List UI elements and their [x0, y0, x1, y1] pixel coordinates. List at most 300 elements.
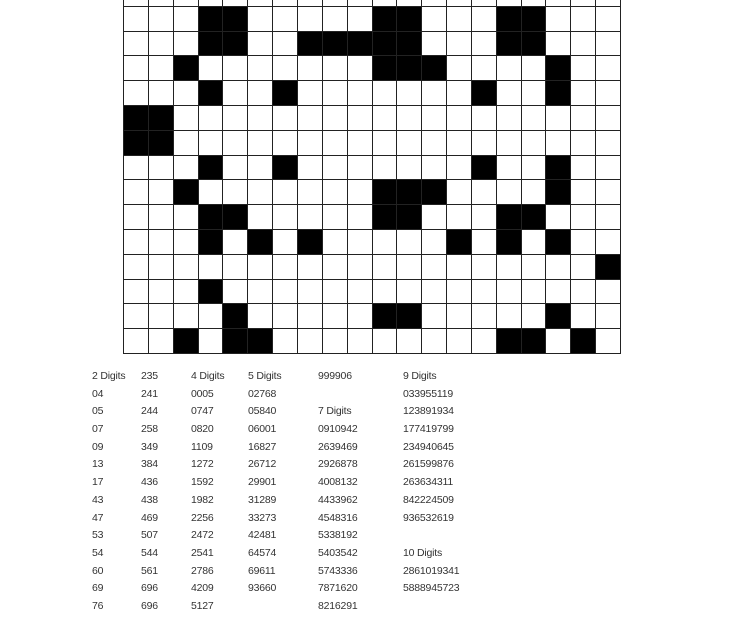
- grid-entry-cell[interactable]: [322, 155, 347, 180]
- grid-entry-cell[interactable]: [372, 328, 397, 353]
- grid-entry-cell[interactable]: [471, 229, 496, 254]
- grid-entry-cell[interactable]: [496, 155, 521, 180]
- grid-block-cell: [198, 279, 223, 304]
- grid-entry-cell[interactable]: [322, 55, 347, 80]
- grid-block-cell: [496, 6, 521, 31]
- grid-entry-cell[interactable]: [595, 31, 620, 56]
- grid-entry-cell[interactable]: [148, 6, 173, 31]
- grid-block-cell: [545, 155, 570, 180]
- grid-entry-cell[interactable]: [347, 130, 372, 155]
- grid-entry-cell[interactable]: [396, 80, 421, 105]
- grid-entry-cell[interactable]: [372, 254, 397, 279]
- list-entry: 033955119: [403, 387, 453, 400]
- grid-entry-cell[interactable]: [322, 179, 347, 204]
- grid-block-cell: [222, 6, 247, 31]
- list-entry: 42481: [248, 529, 277, 542]
- grid-entry-cell[interactable]: [421, 303, 446, 328]
- grid-entry-cell[interactable]: [545, 130, 570, 155]
- grid-entry-cell[interactable]: [595, 155, 620, 180]
- grid-entry-cell[interactable]: [148, 31, 173, 56]
- grid-entry-cell[interactable]: [446, 254, 471, 279]
- grid-entry-cell[interactable]: [521, 130, 546, 155]
- list-entry: 384: [141, 458, 158, 471]
- grid-entry-cell[interactable]: [521, 55, 546, 80]
- grid-entry-cell[interactable]: [570, 204, 595, 229]
- list-entry: 4433962: [318, 493, 358, 506]
- grid-entry-cell[interactable]: [322, 6, 347, 31]
- grid-entry-cell[interactable]: [123, 55, 148, 80]
- grid-entry-cell[interactable]: [198, 105, 223, 130]
- grid-entry-cell[interactable]: [521, 179, 546, 204]
- grid-entry-cell[interactable]: [396, 254, 421, 279]
- grid-entry-cell[interactable]: [545, 31, 570, 56]
- grid-entry-cell[interactable]: [297, 303, 322, 328]
- list-entry: 436: [141, 476, 158, 489]
- grid-entry-cell[interactable]: [595, 279, 620, 304]
- list-entry: 438: [141, 493, 158, 506]
- grid-entry-cell[interactable]: [496, 303, 521, 328]
- grid-entry-cell[interactable]: [272, 279, 297, 304]
- grid-block-cell: [372, 55, 397, 80]
- grid-entry-cell[interactable]: [421, 80, 446, 105]
- grid-entry-cell[interactable]: [595, 6, 620, 31]
- grid-entry-cell[interactable]: [173, 80, 198, 105]
- grid-entry-cell[interactable]: [123, 204, 148, 229]
- grid-entry-cell[interactable]: [322, 328, 347, 353]
- grid-entry-cell[interactable]: [496, 130, 521, 155]
- grid-entry-cell[interactable]: [595, 204, 620, 229]
- grid-entry-cell[interactable]: [247, 105, 272, 130]
- list-entry: 4008132: [318, 476, 358, 489]
- grid-entry-cell[interactable]: [247, 130, 272, 155]
- grid-entry-cell[interactable]: [595, 105, 620, 130]
- grid-entry-cell[interactable]: [545, 328, 570, 353]
- grid-entry-cell[interactable]: [595, 328, 620, 353]
- list-entry: 1272: [191, 458, 214, 471]
- list-entry: 2926878: [318, 458, 358, 471]
- list-entry: [318, 386, 357, 404]
- grid-entry-cell[interactable]: [421, 105, 446, 130]
- grid-entry-cell[interactable]: [446, 55, 471, 80]
- grid-entry-cell[interactable]: [545, 105, 570, 130]
- grid-entry-cell[interactable]: [297, 328, 322, 353]
- grid-block-cell: [297, 31, 322, 56]
- grid-entry-cell[interactable]: [471, 6, 496, 31]
- list-entry: 69611: [248, 564, 276, 577]
- grid-entry-cell[interactable]: [545, 254, 570, 279]
- grid-entry-cell[interactable]: [297, 279, 322, 304]
- grid-block-cell: [521, 31, 546, 56]
- list-entry: 64574: [248, 546, 277, 559]
- list-entry: 05840: [248, 405, 277, 418]
- crossword-grid: [123, 0, 621, 354]
- grid-entry-cell[interactable]: [198, 179, 223, 204]
- list-entry: 7871620: [318, 582, 358, 595]
- grid-entry-cell[interactable]: [347, 229, 372, 254]
- grid-entry-cell[interactable]: [521, 155, 546, 180]
- list-entry: 17: [92, 476, 104, 489]
- grid-entry-cell[interactable]: [272, 55, 297, 80]
- list-entry: 76: [92, 599, 104, 612]
- grid-entry-cell[interactable]: [297, 105, 322, 130]
- grid-entry-cell[interactable]: [198, 130, 223, 155]
- list-entry: 263634311: [403, 476, 453, 489]
- grid-entry-cell[interactable]: [222, 105, 247, 130]
- grid-entry-cell[interactable]: [372, 155, 397, 180]
- grid-entry-cell[interactable]: [272, 179, 297, 204]
- grid-entry-cell[interactable]: [173, 31, 198, 56]
- grid-entry-cell[interactable]: [570, 31, 595, 56]
- grid-entry-cell[interactable]: [396, 105, 421, 130]
- grid-entry-cell[interactable]: [123, 254, 148, 279]
- grid-entry-cell[interactable]: [446, 80, 471, 105]
- grid-block-cell: [173, 179, 198, 204]
- grid-entry-cell[interactable]: [372, 105, 397, 130]
- grid-entry-cell[interactable]: [322, 204, 347, 229]
- grid-entry-cell[interactable]: [521, 105, 546, 130]
- grid-entry-cell[interactable]: [421, 328, 446, 353]
- list-entry: 07: [92, 423, 104, 436]
- grid-block-cell: [347, 31, 372, 56]
- grid-entry-cell[interactable]: [471, 130, 496, 155]
- grid-entry-cell[interactable]: [173, 6, 198, 31]
- grid-block-cell: [396, 179, 421, 204]
- list-entry: 4548316: [318, 511, 358, 524]
- grid-entry-cell[interactable]: [421, 254, 446, 279]
- grid-entry-cell[interactable]: [396, 155, 421, 180]
- grid-entry-cell[interactable]: [272, 105, 297, 130]
- grid-entry-cell[interactable]: [148, 229, 173, 254]
- list-heading: 7 Digits: [318, 405, 352, 418]
- grid-entry-cell[interactable]: [570, 254, 595, 279]
- grid-entry-cell[interactable]: [471, 204, 496, 229]
- grid-entry-cell[interactable]: [521, 229, 546, 254]
- grid-block-cell: [198, 6, 223, 31]
- list-entry: 4209: [191, 582, 214, 595]
- grid-entry-cell[interactable]: [247, 303, 272, 328]
- grid-entry-cell[interactable]: [198, 328, 223, 353]
- grid-entry-cell[interactable]: [247, 179, 272, 204]
- grid-entry-cell[interactable]: [570, 105, 595, 130]
- grid-block-cell: [222, 328, 247, 353]
- grid-entry-cell[interactable]: [198, 254, 223, 279]
- grid-block-cell: [222, 204, 247, 229]
- grid-entry-cell[interactable]: [570, 55, 595, 80]
- grid-entry-cell[interactable]: [222, 155, 247, 180]
- list-entry: 33273: [248, 511, 277, 524]
- grid-entry-cell[interactable]: [372, 130, 397, 155]
- list-entry: 123891934: [403, 405, 454, 418]
- grid-entry-cell[interactable]: [322, 279, 347, 304]
- grid-entry-cell[interactable]: [123, 31, 148, 56]
- grid-entry-cell[interactable]: [471, 31, 496, 56]
- grid-entry-cell[interactable]: [347, 303, 372, 328]
- grid-entry-cell[interactable]: [496, 279, 521, 304]
- grid-entry-cell[interactable]: [173, 254, 198, 279]
- grid-block-cell: [545, 55, 570, 80]
- grid-block-cell: [198, 155, 223, 180]
- grid-entry-cell[interactable]: [545, 6, 570, 31]
- grid-entry-cell[interactable]: [173, 279, 198, 304]
- grid-entry-cell[interactable]: [272, 204, 297, 229]
- grid-entry-cell[interactable]: [446, 328, 471, 353]
- grid-entry-cell[interactable]: [222, 55, 247, 80]
- grid-entry-cell[interactable]: [222, 179, 247, 204]
- grid-entry-cell[interactable]: [595, 303, 620, 328]
- grid-block-cell: [222, 303, 247, 328]
- grid-entry-cell[interactable]: [272, 328, 297, 353]
- grid-entry-cell[interactable]: [496, 254, 521, 279]
- grid-entry-cell[interactable]: [545, 204, 570, 229]
- grid-entry-cell[interactable]: [570, 179, 595, 204]
- grid-entry-cell[interactable]: [421, 31, 446, 56]
- grid-entry-cell[interactable]: [446, 105, 471, 130]
- grid-entry-cell[interactable]: [521, 279, 546, 304]
- grid-entry-cell[interactable]: [123, 303, 148, 328]
- grid-entry-cell[interactable]: [322, 105, 347, 130]
- list-heading: 2 Digits: [92, 370, 126, 382]
- grid-block-cell: [372, 6, 397, 31]
- grid-block-cell: [496, 204, 521, 229]
- grid-entry-cell[interactable]: [297, 155, 322, 180]
- list-entry: 0747: [191, 405, 214, 418]
- grid-entry-cell[interactable]: [272, 229, 297, 254]
- list-entry: 8216291: [318, 599, 358, 612]
- list-entry: 2786: [191, 564, 214, 577]
- grid-entry-cell[interactable]: [396, 328, 421, 353]
- grid-entry-cell[interactable]: [297, 130, 322, 155]
- grid-entry-cell[interactable]: [421, 204, 446, 229]
- grid-entry-cell[interactable]: [347, 254, 372, 279]
- grid-entry-cell[interactable]: [521, 303, 546, 328]
- grid-entry-cell[interactable]: [446, 155, 471, 180]
- grid-entry-cell[interactable]: [595, 179, 620, 204]
- grid-entry-cell[interactable]: [545, 279, 570, 304]
- grid-block-cell: [545, 179, 570, 204]
- grid-entry-cell[interactable]: [471, 279, 496, 304]
- grid-block-cell: [173, 328, 198, 353]
- grid-entry-cell[interactable]: [496, 105, 521, 130]
- grid-block-cell: [123, 105, 148, 130]
- grid-entry-cell[interactable]: [247, 254, 272, 279]
- grid-entry-cell[interactable]: [198, 303, 223, 328]
- list-entry: 5338192: [318, 529, 358, 542]
- grid-entry-cell[interactable]: [471, 303, 496, 328]
- grid-entry-cell[interactable]: [247, 204, 272, 229]
- grid-entry-cell[interactable]: [496, 179, 521, 204]
- grid-entry-cell[interactable]: [222, 254, 247, 279]
- grid-block-cell: [496, 229, 521, 254]
- grid-entry-cell[interactable]: [123, 80, 148, 105]
- grid-entry-cell[interactable]: [123, 279, 148, 304]
- grid-entry-cell[interactable]: [496, 80, 521, 105]
- grid-entry-cell[interactable]: [123, 328, 148, 353]
- grid-entry-cell[interactable]: [222, 229, 247, 254]
- grid-entry-cell[interactable]: [148, 279, 173, 304]
- grid-entry-cell[interactable]: [471, 254, 496, 279]
- grid-entry-cell[interactable]: [521, 254, 546, 279]
- grid-entry-cell[interactable]: [272, 6, 297, 31]
- grid-entry-cell[interactable]: [347, 279, 372, 304]
- grid-entry-cell[interactable]: [570, 155, 595, 180]
- list-entry: 544: [141, 546, 158, 559]
- list-entry: 0820: [191, 423, 214, 436]
- grid-entry-cell[interactable]: [222, 130, 247, 155]
- grid-entry-cell[interactable]: [148, 80, 173, 105]
- grid-entry-cell[interactable]: [421, 155, 446, 180]
- list-column-1: [92, 368, 125, 616]
- grid-entry-cell[interactable]: [123, 179, 148, 204]
- grid-entry-cell[interactable]: [570, 80, 595, 105]
- grid-entry-cell[interactable]: [396, 279, 421, 304]
- grid-entry-cell[interactable]: [446, 303, 471, 328]
- grid-entry-cell[interactable]: [471, 179, 496, 204]
- grid-entry-cell[interactable]: [471, 55, 496, 80]
- grid-entry-cell[interactable]: [222, 279, 247, 304]
- grid-entry-cell[interactable]: [396, 229, 421, 254]
- grid-entry-cell[interactable]: [446, 31, 471, 56]
- list-entry: 507: [141, 529, 158, 542]
- grid-entry-cell[interactable]: [372, 80, 397, 105]
- list-entry: 234940645: [403, 440, 454, 453]
- list-entry: 696: [141, 599, 158, 612]
- grid-entry-cell[interactable]: [173, 303, 198, 328]
- grid-block-cell: [545, 229, 570, 254]
- grid-entry-cell[interactable]: [595, 130, 620, 155]
- list-entry: 04: [92, 387, 104, 400]
- grid-entry-cell[interactable]: [446, 204, 471, 229]
- grid-entry-cell[interactable]: [173, 155, 198, 180]
- grid-entry-cell[interactable]: [595, 80, 620, 105]
- grid-entry-cell[interactable]: [421, 229, 446, 254]
- list-entry: 53: [92, 529, 104, 542]
- grid-block-cell: [595, 254, 620, 279]
- grid-entry-cell[interactable]: [446, 130, 471, 155]
- grid-block-cell: [372, 204, 397, 229]
- grid-entry-cell[interactable]: [347, 105, 372, 130]
- grid-entry-cell[interactable]: [421, 130, 446, 155]
- grid-entry-cell[interactable]: [570, 229, 595, 254]
- grid-entry-cell[interactable]: [198, 55, 223, 80]
- grid-entry-cell[interactable]: [222, 80, 247, 105]
- grid-entry-cell[interactable]: [570, 303, 595, 328]
- list-heading: 4 Digits: [191, 370, 225, 382]
- list-entry: 05: [92, 405, 104, 418]
- grid-entry-cell[interactable]: [297, 179, 322, 204]
- grid-block-cell: [247, 328, 272, 353]
- grid-entry-cell[interactable]: [173, 105, 198, 130]
- grid-entry-cell[interactable]: [297, 204, 322, 229]
- grid-entry-cell[interactable]: [322, 130, 347, 155]
- grid-entry-cell[interactable]: [272, 130, 297, 155]
- grid-entry-cell[interactable]: [272, 303, 297, 328]
- list-entry: 241: [141, 387, 158, 400]
- grid-entry-cell[interactable]: [570, 130, 595, 155]
- list-entry: 936532619: [403, 511, 454, 524]
- grid-entry-cell[interactable]: [347, 55, 372, 80]
- grid-entry-cell[interactable]: [272, 31, 297, 56]
- grid-entry-cell[interactable]: [421, 279, 446, 304]
- grid-block-cell: [198, 204, 223, 229]
- grid-entry-cell[interactable]: [148, 155, 173, 180]
- grid-entry-cell[interactable]: [247, 31, 272, 56]
- grid-entry-cell[interactable]: [297, 80, 322, 105]
- grid-entry-cell[interactable]: [347, 6, 372, 31]
- grid-block-cell: [247, 229, 272, 254]
- grid-entry-cell[interactable]: [322, 80, 347, 105]
- grid-entry-cell[interactable]: [570, 279, 595, 304]
- grid-entry-cell[interactable]: [471, 105, 496, 130]
- grid-entry-cell[interactable]: [446, 179, 471, 204]
- grid-block-cell: [396, 204, 421, 229]
- grid-entry-cell[interactable]: [446, 6, 471, 31]
- list-entry: 60: [92, 564, 104, 577]
- grid-entry-cell[interactable]: [372, 279, 397, 304]
- grid-entry-cell[interactable]: [148, 204, 173, 229]
- grid-block-cell: [471, 155, 496, 180]
- list-column-5: [318, 368, 357, 616]
- grid-entry-cell[interactable]: [347, 328, 372, 353]
- grid-entry-cell[interactable]: [123, 155, 148, 180]
- grid-entry-cell[interactable]: [471, 328, 496, 353]
- list-entry: 1109: [191, 440, 213, 453]
- grid-entry-cell[interactable]: [123, 229, 148, 254]
- grid-entry-cell[interactable]: [272, 254, 297, 279]
- grid-entry-cell[interactable]: [247, 6, 272, 31]
- grid-entry-cell[interactable]: [595, 229, 620, 254]
- grid-entry-cell[interactable]: [347, 80, 372, 105]
- grid-entry-cell[interactable]: [173, 204, 198, 229]
- list-column-3: [191, 368, 224, 616]
- grid-block-cell: [148, 130, 173, 155]
- grid-entry-cell[interactable]: [148, 254, 173, 279]
- list-heading: 10 Digits: [403, 546, 443, 559]
- grid-entry-cell[interactable]: [322, 303, 347, 328]
- grid-entry-cell[interactable]: [322, 229, 347, 254]
- grid-entry-cell[interactable]: [347, 155, 372, 180]
- grid-entry-cell[interactable]: [297, 55, 322, 80]
- grid-entry-cell[interactable]: [247, 279, 272, 304]
- grid-entry-cell[interactable]: [173, 229, 198, 254]
- grid-entry-cell[interactable]: [148, 179, 173, 204]
- grid-entry-cell[interactable]: [123, 6, 148, 31]
- grid-entry-cell[interactable]: [347, 204, 372, 229]
- grid-entry-cell[interactable]: [173, 130, 198, 155]
- list-entry: 31289: [248, 493, 277, 506]
- grid-entry-cell[interactable]: [148, 303, 173, 328]
- list-entry: 06001: [248, 423, 277, 436]
- grid-entry-cell[interactable]: [496, 55, 521, 80]
- grid-entry-cell[interactable]: [247, 155, 272, 180]
- grid-entry-cell[interactable]: [297, 6, 322, 31]
- grid-entry-cell[interactable]: [570, 6, 595, 31]
- grid-entry-cell[interactable]: [322, 254, 347, 279]
- grid-entry-cell[interactable]: [247, 80, 272, 105]
- grid-entry-cell[interactable]: [372, 229, 397, 254]
- grid-entry-cell[interactable]: [347, 179, 372, 204]
- grid-entry-cell[interactable]: [421, 6, 446, 31]
- grid-entry-cell[interactable]: [396, 130, 421, 155]
- grid-entry-cell[interactable]: [148, 328, 173, 353]
- grid-entry-cell[interactable]: [148, 55, 173, 80]
- grid-block-cell: [396, 6, 421, 31]
- grid-entry-cell[interactable]: [446, 279, 471, 304]
- grid-block-cell: [322, 31, 347, 56]
- grid-entry-cell[interactable]: [247, 55, 272, 80]
- grid-entry-cell[interactable]: [521, 80, 546, 105]
- grid-entry-cell[interactable]: [595, 55, 620, 80]
- grid-entry-cell[interactable]: [297, 254, 322, 279]
